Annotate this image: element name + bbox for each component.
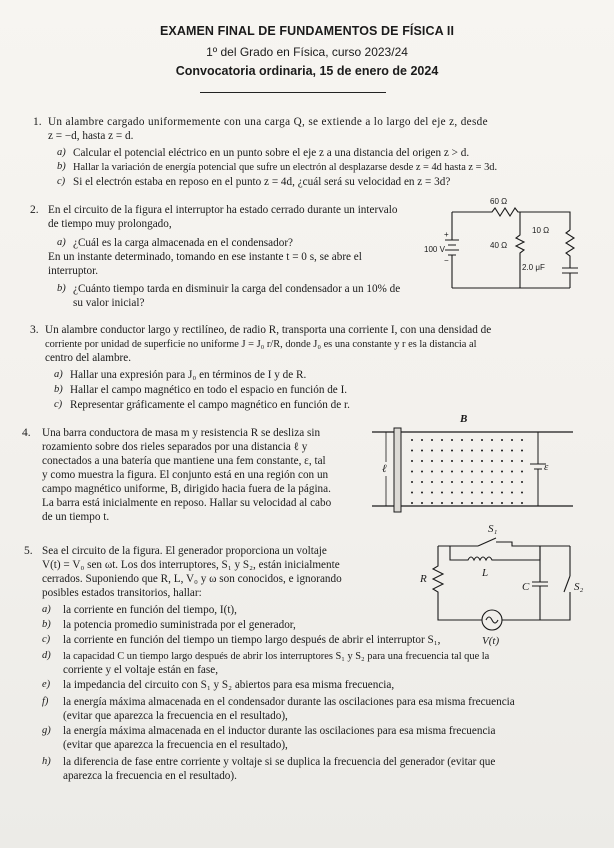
q2-r10-label: 10 Ω	[532, 226, 550, 235]
q3-line1: Un alambre conductor largo y rectilíneo, de radio R, transporta una corriente I, con una densidad de	[45, 324, 492, 336]
q2a-label: a)	[57, 237, 66, 248]
q3c-text: Representar gráficamente el campo magnético en función de r.	[70, 399, 350, 411]
q1-line2: z = −d, hasta z = d.	[48, 130, 134, 142]
field-dot	[511, 492, 513, 494]
field-dot	[511, 471, 513, 473]
field-dot	[441, 492, 443, 494]
q2-circuit-diagram	[420, 190, 580, 290]
q4-line: de un tiempo t.	[42, 511, 110, 523]
q5-r-label: R	[420, 573, 427, 585]
q1-number: 1.	[33, 116, 42, 128]
field-dot	[411, 439, 413, 441]
field-dot	[431, 492, 433, 494]
q4-field-label: B	[460, 413, 468, 425]
q3-number: 3.	[30, 324, 39, 336]
q5h-line1: la diferencia de fase entre corriente y voltaje si se duplica la frecuencia del generador (evitar que	[63, 756, 496, 768]
field-dot	[461, 450, 463, 452]
field-dot	[451, 471, 453, 473]
q2-r40-label: 40 Ω	[490, 241, 508, 250]
q4-line: campo magnético uniforme, B, dirigido hacia fuera de la página.	[42, 483, 331, 495]
field-dot	[491, 471, 493, 473]
field-dot	[411, 481, 413, 483]
q4-line: Una barra conductora de masa m y resistencia R se desliza sin	[42, 427, 321, 439]
q5-intro-line: V(t) = V₀ sen ωt. Los dos interruptores, S₁ y S₂, están inicialmente	[42, 559, 340, 571]
q1a-label: a)	[57, 147, 66, 158]
q1-line1: Un alambre cargado uniformemente con una carga Q, se extiende a lo largo del eje z, desde	[48, 116, 488, 128]
q5d-line2: corriente y el voltaje están en fase,	[63, 664, 218, 676]
q5-intro-line: cerrados. Suponiendo que R, L, V₀ y ω son conocidos, e ignorando	[42, 573, 342, 585]
q5f-line2: (evitar que aparezca la frecuencia en el resultado),	[63, 710, 288, 722]
q5g-label: g)	[42, 725, 51, 736]
field-dot	[491, 502, 493, 504]
field-dot	[461, 460, 463, 462]
field-dot	[421, 481, 423, 483]
q5e-label: e)	[42, 679, 51, 690]
q5g-line2: (evitar que aparezca la frecuencia en el resultado),	[63, 739, 288, 751]
field-dot	[451, 502, 453, 504]
q5c-label: c)	[42, 634, 51, 645]
q2-r60-label: 60 Ω	[490, 197, 508, 206]
field-dot	[421, 502, 423, 504]
field-dot	[481, 439, 483, 441]
q4-rails-figure	[368, 410, 578, 520]
field-dot	[501, 502, 503, 504]
q1a-text: Calcular el potencial eléctrico en un punto sobre el eje z a una distancia del origen z > d.	[73, 147, 470, 159]
q5-intro-line: Sea el circuito de la figura. El generador proporciona un voltaje	[42, 545, 327, 557]
q2-cap-label: 2.0 μF	[522, 263, 545, 272]
q1c-label: c)	[57, 176, 66, 187]
q1b-text: Hallar la variación de energía potencial que sufre un electrón al desplazarse desde z = 4d hasta z = 3d.	[73, 162, 498, 173]
q4-number: 4.	[22, 427, 31, 439]
field-dot	[471, 492, 473, 494]
field-dot	[521, 439, 523, 441]
field-dot	[451, 450, 453, 452]
field-dot	[421, 439, 423, 441]
exam-session: Convocatoria ordinaria, 15 de enero de 2024	[175, 64, 439, 78]
field-dot	[461, 492, 463, 494]
field-dot	[511, 481, 513, 483]
q4-line: rozamiento sobre dos rieles separados por una distancia ℓ y	[42, 441, 308, 453]
q4-line: La barra está inicialmente en reposo. Hallar su velocidad al cabo	[42, 497, 332, 509]
field-dot	[441, 481, 443, 483]
field-dot	[501, 492, 503, 494]
q5d-line1: la capacidad C un tiempo largo después de abrir los interruptores S₁ y S₂ para una frecuencia tal que la	[63, 651, 490, 662]
q5-intro-line: posibles estados transitorios, hallar:	[42, 587, 202, 599]
field-dot	[441, 502, 443, 504]
q2-minus-sign: −	[444, 256, 449, 265]
field-dot	[521, 492, 523, 494]
q2b-line2: su valor inicial?	[73, 297, 145, 309]
q3a-label: a)	[54, 369, 63, 380]
q5-circuit-diagram	[420, 520, 590, 647]
field-dot	[521, 471, 523, 473]
q5-v-label: V(t)	[482, 635, 500, 647]
field-dot	[411, 471, 413, 473]
q4-line: conectados a una batería que mantiene una fem constante, ε, tal	[42, 455, 326, 467]
q5a-label: a)	[42, 604, 51, 615]
q1b-label: b)	[57, 161, 66, 172]
field-dot	[431, 450, 433, 452]
q5f-line1: la energía máxima almacenada en el condensador durante las oscilaciones para esa misma frecuencia	[63, 696, 515, 708]
field-dot	[511, 450, 513, 452]
field-dot	[471, 460, 473, 462]
field-dot	[491, 450, 493, 452]
field-dot	[481, 450, 483, 452]
q2-mid2: interruptor.	[48, 265, 99, 277]
field-dot	[451, 439, 453, 441]
field-dot	[501, 460, 503, 462]
q2-line1: En el circuito de la figura el interruptor ha estado cerrado durante un intervalo	[48, 204, 398, 216]
field-dot	[461, 439, 463, 441]
field-dot	[511, 502, 513, 504]
field-dot	[481, 471, 483, 473]
q5-s1-label: S₁	[488, 523, 498, 535]
q3b-text: Hallar el campo magnético en todo el espacio en función de I.	[70, 384, 348, 396]
q2b-label: b)	[57, 283, 66, 294]
q5b-text: la potencia promedio suministrada por el generador,	[63, 619, 296, 631]
field-dot	[471, 450, 473, 452]
field-dot	[431, 502, 433, 504]
field-dot	[471, 502, 473, 504]
field-dot	[501, 471, 503, 473]
q5c-text: la corriente en función del tiempo un tiempo largo después de abrir el interruptor S₁,	[63, 634, 441, 646]
field-dot	[501, 439, 503, 441]
exam-course: 1º del Grado en Física, curso 2023/24	[206, 45, 408, 59]
header-divider	[200, 92, 386, 93]
field-dot	[411, 502, 413, 504]
field-dot	[491, 439, 493, 441]
field-dot	[441, 471, 443, 473]
q5h-line2: aparezca la frecuencia en el resultado).	[63, 770, 237, 782]
q5h-label: h)	[42, 756, 51, 767]
field-dot	[471, 471, 473, 473]
field-dot	[501, 481, 503, 483]
field-dot	[511, 460, 513, 462]
field-dot	[481, 460, 483, 462]
field-dot	[421, 460, 423, 462]
field-dot	[441, 460, 443, 462]
q2-plus-sign: +	[444, 230, 449, 239]
q3c-label: c)	[54, 399, 63, 410]
q4-sliding-bar	[394, 428, 401, 512]
field-dot	[421, 450, 423, 452]
q5f-label: f)	[42, 696, 49, 707]
exam-title: EXAMEN FINAL DE FUNDAMENTOS DE FÍSICA II	[159, 24, 455, 38]
field-dot	[461, 471, 463, 473]
field-dot	[461, 481, 463, 483]
q5-c-label: C	[522, 581, 530, 593]
field-dot	[411, 460, 413, 462]
field-dot	[521, 502, 523, 504]
q5-number: 5.	[24, 545, 33, 557]
field-dot	[431, 439, 433, 441]
q2-number: 2.	[30, 204, 39, 216]
field-dot	[451, 481, 453, 483]
field-dot	[491, 460, 493, 462]
field-dot	[441, 439, 443, 441]
q4-emf-label: ε	[544, 461, 549, 473]
field-dot	[481, 481, 483, 483]
field-dot	[471, 439, 473, 441]
q5e-text: la impedancia del circuito con S₁ y S₂ abiertos para esa misma frecuencia,	[63, 679, 395, 691]
q2a-text: ¿Cuál es la carga almacenada en el condensador?	[73, 237, 294, 249]
field-dot	[491, 481, 493, 483]
field-dot	[471, 481, 473, 483]
field-dot	[421, 471, 423, 473]
q4-line: y como muestra la figura. El conjunto está en una región con un	[42, 469, 329, 481]
q5a-text: la corriente en función del tiempo, I(t),	[63, 604, 237, 616]
q3b-label: b)	[54, 384, 63, 395]
q5g-line1: la energía máxima almacenada en el inductor durante las oscilaciones para esa misma frecuencia	[63, 725, 496, 737]
field-dot	[481, 502, 483, 504]
q3-line3: centro del alambre.	[45, 352, 132, 364]
field-dot	[521, 460, 523, 462]
q5-l-label: L	[482, 567, 489, 579]
q2b-line1: ¿Cuánto tiempo tarda en disminuir la carga del condensador a un 10% de	[73, 283, 401, 295]
q5b-label: b)	[42, 619, 51, 630]
field-dot	[431, 460, 433, 462]
field-dot	[411, 492, 413, 494]
field-dot	[521, 450, 523, 452]
field-dot	[461, 502, 463, 504]
field-dot	[451, 460, 453, 462]
field-dot	[511, 439, 513, 441]
q2-line2: de tiempo muy prolongado,	[48, 218, 172, 230]
field-dot	[521, 481, 523, 483]
q4-length-label: ℓ	[382, 463, 387, 475]
q4-magnetic-field-dots	[411, 439, 523, 504]
q3a-text: Hallar una expresión para J₀ en términos de I y de R.	[70, 369, 307, 381]
field-dot	[481, 492, 483, 494]
field-dot	[431, 481, 433, 483]
field-dot	[491, 492, 493, 494]
field-dot	[441, 450, 443, 452]
q3-line2: corriente por unidad de superficie no uniforme J = J₀ r/R, donde J₀ es una constante y r es la distancia al	[45, 339, 477, 350]
field-dot	[501, 450, 503, 452]
q2-mid1: En un instante determinado, tomando en ese instante t = 0 s, se abre el	[48, 251, 362, 263]
q5-s2-label: S₂	[574, 581, 584, 593]
field-dot	[411, 450, 413, 452]
q2-source-label: 100 V	[424, 245, 445, 254]
field-dot	[421, 492, 423, 494]
q5d-label: d)	[42, 650, 51, 661]
field-dot	[431, 471, 433, 473]
q1c-text: Si el electrón estaba en reposo en el punto z = 4d, ¿cuál será su velocidad en z = 3d?	[73, 176, 451, 188]
field-dot	[451, 492, 453, 494]
